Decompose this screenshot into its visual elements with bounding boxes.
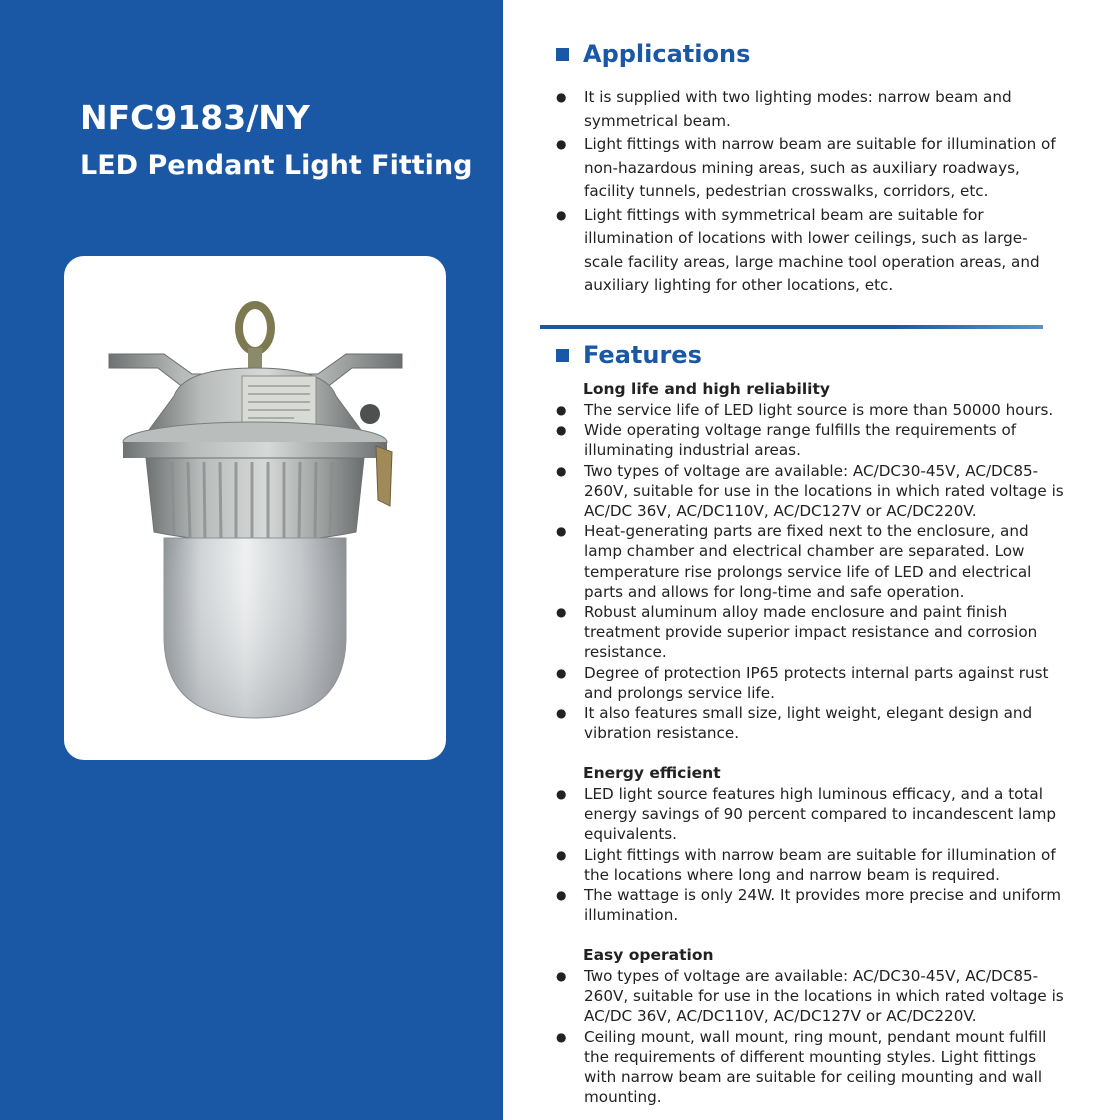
list-item: ● Light fittings with narrow beam are suitable for illumination of non-hazardous mining areas, such as auxiliary roadways, facility tunnels, pedestrian crosswalks, corridors, etc. — [556, 133, 1062, 204]
square-bullet-icon — [556, 48, 569, 61]
list-item: ● The wattage is only 24W. It provides more precise and uniform illumination. — [556, 885, 1071, 925]
list-item: ● Degree of protection IP65 protects internal parts against rust and prolongs service life. — [556, 663, 1071, 703]
product-photo-card — [64, 256, 446, 760]
right-content — [503, 0, 1120, 1120]
applications-list — [556, 86, 1062, 298]
feature-group-heading: Long life and high reliability — [583, 380, 830, 398]
list-item: ● Light fittings with narrow beam are suitable for illumination of the locations where long and narrow beam is required. — [556, 845, 1071, 885]
list-item: ● Ceiling mount, wall mount, ring mount, pendant mount fulfill the requirements of different mounting styles. Light fittings with narrow beam are suitable for ceiling mounting and wall mounting. — [556, 1027, 1071, 1108]
left-panel — [0, 0, 503, 1120]
list-item: ● Heat-generating parts are fixed next to the enclosure, and lamp chamber and electrical chamber are separated. Low temperature rise prolongs service life of LED and electrical parts and allows for long-time and safe operation. — [556, 521, 1071, 602]
features-title: Features — [583, 341, 702, 369]
list-item: ● Two types of voltage are available: AC/DC30-45V, AC/DC85-260V, suitable for use in the locations in which rated voltage is AC/DC 36V, AC/DC110V, AC/DC127V or AC/DC220V. — [556, 461, 1071, 522]
feature-group-heading: Easy operation — [583, 946, 714, 964]
feature-group-heading: Energy efficient — [583, 764, 721, 782]
feature-list-energy — [556, 784, 1071, 925]
list-item: ● Robust aluminum alloy made enclosure and paint finish treatment provide superior impact resistance and corrosion resistance. — [556, 602, 1071, 663]
list-item: ● It also features small size, light weight, elegant design and vibration resistance. — [556, 703, 1071, 743]
list-item: ● The service life of LED light source is more than 50000 hours. — [556, 400, 1071, 420]
product-model-title: NFC9183/NY — [80, 98, 310, 137]
feature-list-reliability — [556, 400, 1071, 743]
list-item: ● LED light source features high luminous efficacy, and a total energy savings of 90 percent compared to incandescent lamp equivalents. — [556, 784, 1071, 845]
list-item: ● Light fittings with symmetrical beam are suitable for illumination of locations with lower ceilings, such as large-scale facility areas, large machine tool operation areas, and auxiliary lighting for other locations, etc. — [556, 204, 1062, 298]
square-bullet-icon — [556, 349, 569, 362]
list-item: ● Two types of voltage are available: AC/DC30-45V, AC/DC85-260V, suitable for use in the locations in which rated voltage is AC/DC 36V, AC/DC110V, AC/DC127V or AC/DC220V. — [556, 966, 1071, 1027]
product-name-subtitle: LED Pendant Light Fitting — [80, 150, 473, 181]
pendant-light-fitting-image — [64, 256, 446, 760]
list-item: ● Wide operating voltage range fulfills the requirements of illuminating industrial areas. — [556, 420, 1071, 460]
feature-list-operation — [556, 966, 1071, 1107]
section-divider — [540, 325, 1043, 329]
applications-title: Applications — [583, 40, 751, 68]
applications-header — [556, 40, 750, 68]
features-header — [556, 341, 702, 369]
list-item: ● It is supplied with two lighting modes: narrow beam and symmetrical beam. — [556, 86, 1062, 133]
